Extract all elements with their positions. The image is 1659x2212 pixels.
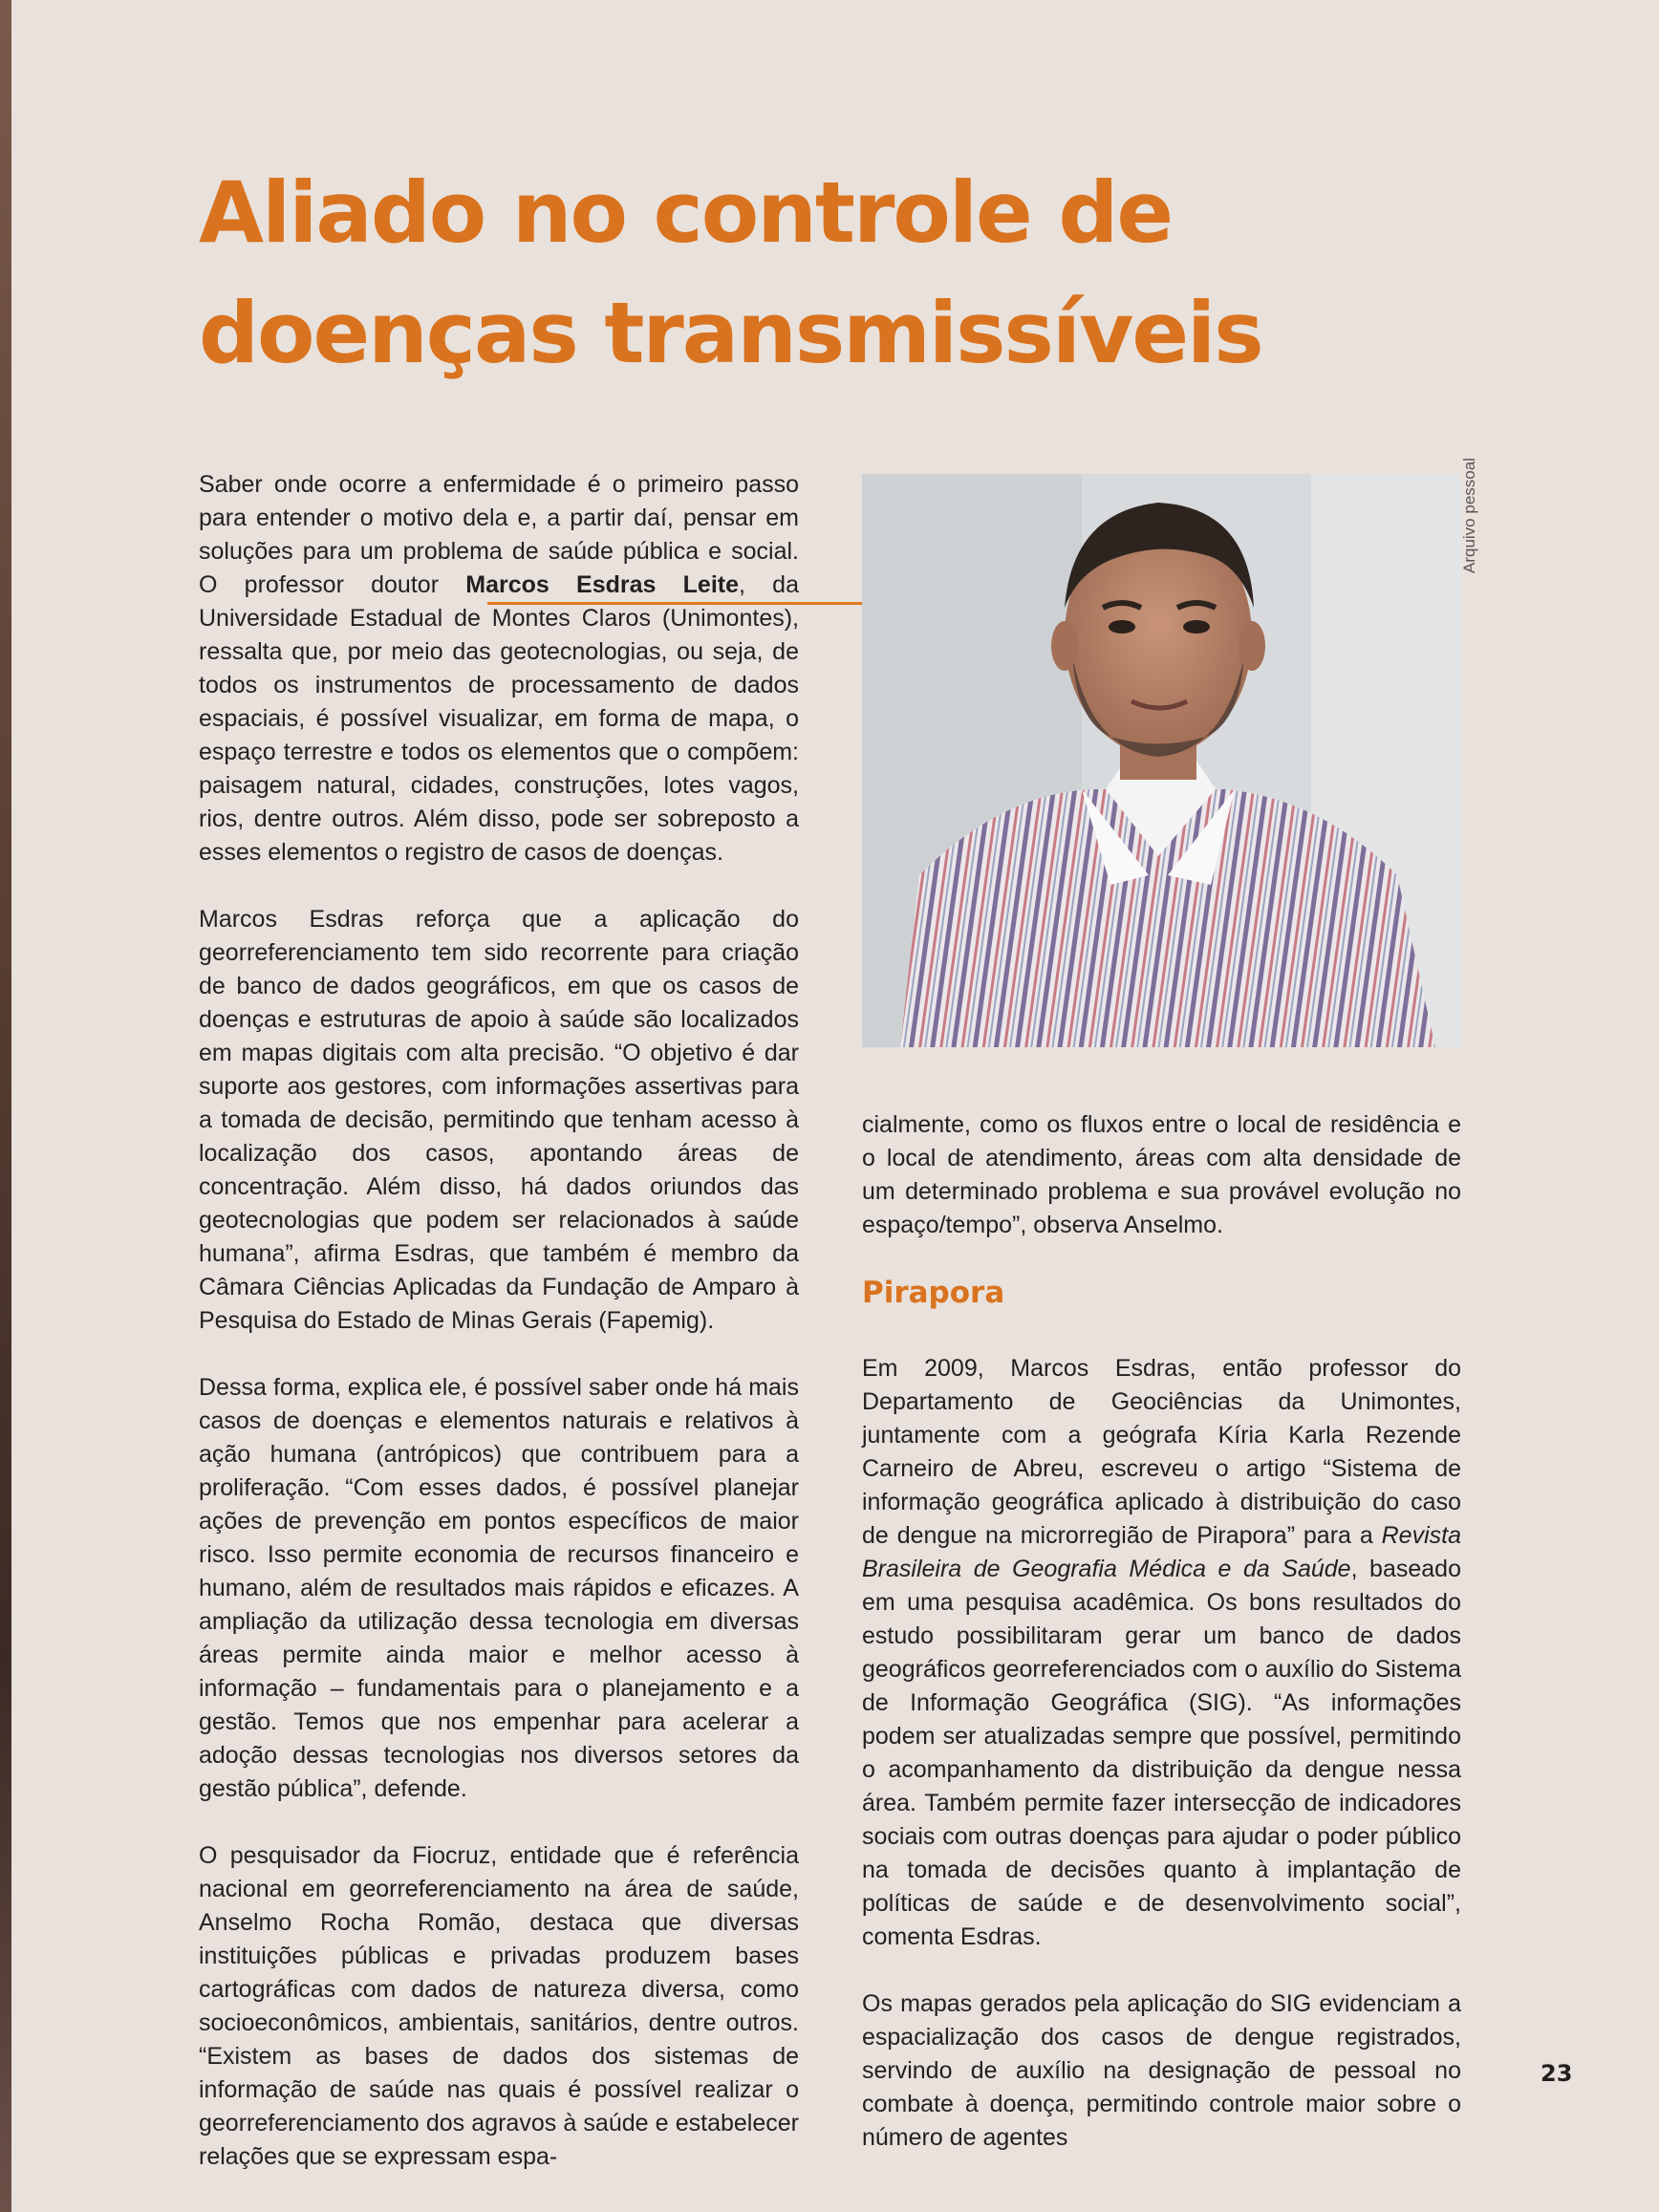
paragraph-pirapora-start: Em 2009, Marcos Esdras, então professor do Departamento de Geociências da Unimontes, juntamente com a geógrafa Kíria Karla Rezende Carneiro de Abreu, escreveu o artigo “Sistema de informação geográfica aplicado à distribuição do caso de dengue na microrregião de Pirapora” para a <box>862 1355 1461 1549</box>
right-column <box>862 1352 1461 2188</box>
name-pointer-line <box>487 602 898 605</box>
journal-title: Revista Brasileira de Geografia Médica e da Saúde <box>862 1522 1461 1582</box>
paragraph-fiocruz: O pesquisador da Fiocruz, entidade que é referência nacional em georreferenciamento na área de saúde, Anselmo Rocha Romão, destaca que diversas instituições públicas e privadas produzem bases cartográficas com dados de natureza diversa, como socioeconômicos, ambientais, sanitários, dentre outros. “Existem as bases de dados dos sistemas de informação de saúde nas quais é possível realizar o georreferenciamento dos agravos à saúde e estabelecer relações que se expressam espa- <box>199 1842 799 2170</box>
paragraph-intro-end: , da Universidade Estadual de Montes Claros (Unimontes), ressalta que, por meio das geotecnologias, ou seja, de todos os instrumentos de processamento de dados espaciais, é possível visualizar, em forma de mapa, o espaço terrestre e todos os elementos que o compõem: paisagem natural, cidades, construções, lotes vagos, rios, dentre outros. Além disso, pode ser sobreposto a esses elementos o registro de casos de doenças. <box>199 571 799 866</box>
left-column <box>199 468 799 2207</box>
portrait-illustration <box>862 474 1461 1047</box>
paragraph-maps: Os mapas gerados pela aplicação do SIG evidenciam a espacialização dos casos de dengue registrados, servindo de auxílio na designação de pessoal no combate à doença, permitindo controle maior sobre o número de agentes <box>862 1990 1461 2151</box>
photo-credit: Arquivo pessoal <box>1460 458 1478 573</box>
paragraph-intro <box>199 468 799 870</box>
page-edge-strip <box>0 0 11 2212</box>
paragraph-intro-start: Saber onde ocorre a enfermidade é o primeiro passo para entender o motivo dela e, a partir daí, pensar em soluções para um problema de saúde pública e social. O professor doutor <box>199 471 799 598</box>
article-title: Aliado no controle de doenças transmissíveis <box>199 163 1262 382</box>
portrait-photo <box>862 474 1461 1047</box>
section-heading-pirapora: Pirapora <box>862 1276 1005 1310</box>
paragraph-proliferation: Dessa forma, explica ele, é possível saber onde há mais casos de doenças e elementos naturais e relativos à ação humana (antrópicos) que contribuem para a proliferação. “Com esses dados, é possível planejar ações de prevenção em pontos específicos de maior risco. Isso permite economia de recursos financeiro e humano, além de resultados mais rápidos e eficazes. A ampliação da utilização dessa tecnologia em diversas áreas permite ainda maior e melhor acesso à informação – fundamentais para o planejamento e a gestão. Temos que nos empenhar para acelerar a adoção dessas tecnologias nos diversos setores da gestão pública”, defende. <box>199 1374 799 1802</box>
paragraph-continuation: cialmente, como os fluxos entre o local de residência e o local de atendimento, áreas com alta densidade de um determinado problema e sua provável evolução no espaço/tempo”, observa Anselmo. <box>862 1111 1461 1238</box>
highlighted-name: Marcos Esdras Leite <box>465 571 739 598</box>
right-column-continuation <box>862 1108 1461 1276</box>
page-number: 23 <box>1540 2060 1573 2087</box>
paragraph-pirapora-end: , baseado em uma pesquisa acadêmica. Os bons resultados do estudo possibilitaram gerar um banco de dados geográficos georreferenciados com o auxílio do Sistema de Informação Geográfica (SIG). “As informações podem ser atualizadas sempre que possível, permitindo o acompanhamento da distribuição da dengue nessa área. Também permite fazer intersecção de indicadores sociais com outras doenças para ajudar o poder público na tomada de decisões quanto à implantação de políticas de saúde e de desenvolvimento social”, comenta Esdras. <box>862 1556 1461 1950</box>
paragraph-georeferencing: Marcos Esdras reforça que a aplicação do georreferenciamento tem sido recorrente para criação de banco de dados geográficos, em que os casos de doenças e estruturas de apoio à saúde são localizados em mapas digitais com alta precisão. “O objetivo é dar suporte aos gestores, com informações assertivas para a tomada de decisão, permitindo que tenham acesso à localização dos casos, apontando áreas de concentração. Além disso, há dados oriundos das geotecnologias que podem ser relacionados à saúde humana”, afirma Esdras, que também é membro da Câmara Ciências Aplicadas da Fundação de Amparo à Pesquisa do Estado de Minas Gerais (Fapemig). <box>199 906 799 1334</box>
paragraph-pirapora-study <box>862 1352 1461 1954</box>
